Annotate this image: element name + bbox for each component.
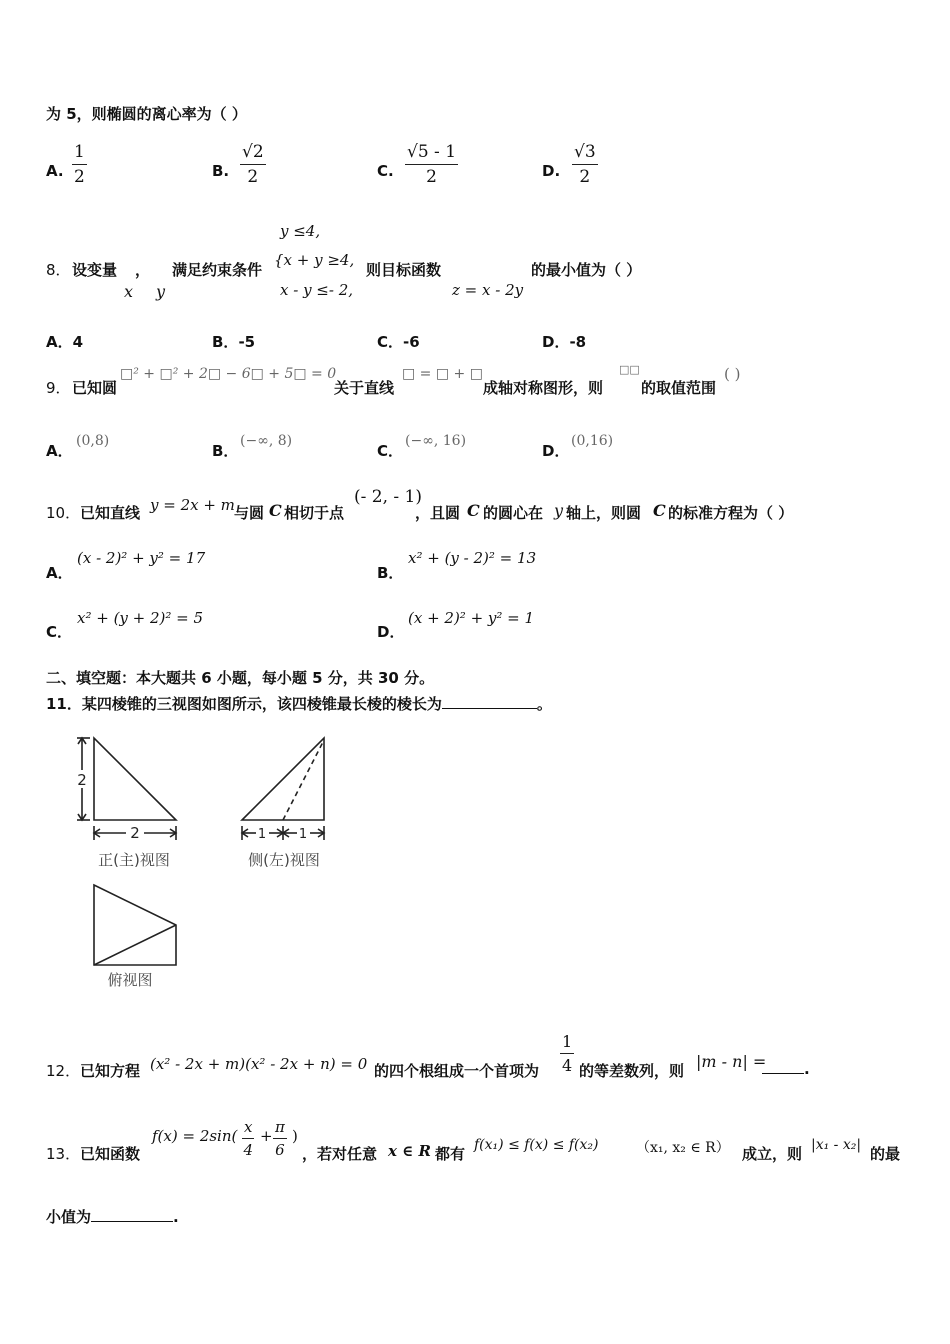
q8-objective: z = x - 2y [452, 281, 524, 299]
q13-plus: + [260, 1127, 273, 1145]
q12-text-2: 的四个根组成一个首项为 [374, 1062, 540, 1080]
side-view-triangle [242, 738, 324, 820]
q10-text-6: 轴上，则圆 [566, 504, 642, 522]
q12-abs-expression: |m - n| = [696, 1052, 767, 1071]
q11-three-view-figure [70, 732, 340, 997]
side-dim-1: 1 [257, 827, 267, 842]
q12-text-1: 已知方程 [80, 1062, 141, 1080]
q12-first-term-fraction: 1 4 [562, 1032, 573, 1075]
q9-option-d-label[interactable]: D． [542, 442, 570, 460]
q8-constraint-1: y ≤4, [280, 222, 321, 240]
q8-text-3: 满足约束条件 [172, 261, 263, 279]
top-view-outline [94, 885, 176, 965]
q9-option-a-value: (0,8) [76, 433, 110, 449]
q8-text-2: ， [135, 261, 151, 279]
q13-frac-x-over-4: x 4 [243, 1118, 253, 1159]
q13-text-5: 的最 [870, 1145, 901, 1163]
q9-paren: ( ) [724, 365, 741, 383]
q13-text-4: 成立，则 [742, 1145, 803, 1163]
q10-option-c-value: x² + (y + 2)² = 5 [77, 609, 204, 627]
q12-number: 12． [46, 1062, 81, 1080]
q8-option-b[interactable]: B．-5 [212, 333, 256, 351]
q10-text-4: ，且圆 [415, 504, 461, 522]
q11-answer-blank[interactable] [442, 708, 537, 709]
q10-option-d-value: (x + 2)² + y² = 1 [408, 609, 535, 627]
q13-number: 13． [46, 1145, 81, 1163]
q9-text-4: 的取值范围 [641, 379, 717, 397]
q9-text-1: 已知圆 [72, 379, 118, 397]
q9-option-c-label[interactable]: C． [377, 442, 404, 460]
q7-option-d-fraction: √3 2 [574, 142, 596, 187]
q7-option-c-label[interactable]: C. [377, 162, 394, 180]
q10-text-7: 的标准方程为（ ） [668, 504, 794, 522]
front-height-dim: 2 [77, 771, 87, 789]
q8-number: 8． [46, 261, 71, 279]
front-view-label: 正(主)视图 [98, 851, 170, 869]
side-view [242, 738, 324, 840]
side-view-label: 侧(左)视图 [248, 851, 320, 869]
section-2-heading: 二、填空题：本大题共 6 小题，每小题 5 分，共 30 分。 [46, 669, 435, 687]
q13-abs-diff: |x₁ - x₂| [811, 1137, 862, 1153]
q13-inequality: f(x₁) ≤ f(x) ≤ f(x₂) [474, 1137, 599, 1153]
q12-answer-blank[interactable] [762, 1073, 804, 1074]
q10-line-equation: y = 2x + m [150, 496, 235, 514]
q10-circle-c-3: C [653, 501, 666, 520]
top-view [94, 885, 176, 965]
q8-option-d[interactable]: D．-8 [542, 333, 587, 351]
q9-circle-equation: □² + □² + 2□ − 6□ + 5□ = 0 [120, 366, 337, 382]
q9-option-b-value: (−∞, 8) [240, 433, 293, 449]
q8-var-x: x [124, 282, 134, 301]
q12-answer: . [762, 1060, 810, 1078]
q7-option-a-label[interactable]: A. [46, 162, 64, 180]
q10-option-a-value: (x - 2)² + y² = 17 [77, 549, 206, 567]
q8-text-1: 设变量 [72, 261, 118, 279]
q9-option-d-value: (0,16) [571, 433, 614, 449]
q13-frac-pi-over-6: π 6 [275, 1118, 285, 1159]
q8-text-5: 的最小值为（ ） [531, 261, 642, 279]
q7-stem: 为 5，则椭圆的离心率为（ ） [46, 105, 247, 123]
q9-option-c-value: (−∞, 16) [405, 433, 467, 449]
q13-x-in-r: x ∈ R [388, 1142, 431, 1160]
q10-text-3: 相切于点 [284, 504, 345, 522]
q13-text-6: 小值为 . [46, 1208, 179, 1226]
q10-number: 10． [46, 504, 81, 522]
q10-option-c-label[interactable]: C． [46, 623, 73, 641]
q13-text-3: 都有 [435, 1145, 466, 1163]
q9-text-3: 成轴对称图形，则 [483, 379, 604, 397]
q12-text-3: 的等差数列，则 [579, 1062, 685, 1080]
q13-answer-blank[interactable] [91, 1221, 173, 1222]
q8-option-c[interactable]: C．-6 [377, 333, 420, 351]
q10-text-1: 已知直线 [80, 504, 141, 522]
top-view-label: 俯视图 [107, 971, 153, 989]
q8-constraint-2: {x + y ≥4, [274, 251, 355, 269]
q8-text-4: 则目标函数 [366, 261, 442, 279]
q13-text-2: ，若对任意 [302, 1145, 378, 1163]
q13-condition: （x₁, x₂ ∈ R） [636, 1140, 730, 1156]
q13-close-paren: ) [292, 1127, 298, 1145]
q8-option-a[interactable]: A．4 [46, 333, 84, 351]
q9-number: 9． [46, 379, 71, 397]
q7-option-c-fraction: √5 - 1 2 [407, 142, 457, 187]
q13-function: f(x) = 2sin( [152, 1127, 238, 1145]
q12-equation: (x² - 2x + m)(x² - 2x + n) = 0 [150, 1055, 368, 1073]
q10-text-5: 的圆心在 [483, 504, 544, 522]
q9-option-a-label[interactable]: A． [46, 442, 73, 460]
q10-option-b-label[interactable]: B． [377, 564, 404, 582]
q10-circle-c-2: C [467, 501, 480, 520]
q9-text-2: 关于直线 [334, 379, 395, 397]
q9-power: □□ [619, 363, 640, 376]
q7-option-b-fraction: √2 2 [242, 142, 264, 187]
q10-circle-c-1: C [269, 501, 282, 520]
q7-option-b-label[interactable]: B. [212, 162, 230, 180]
front-view [77, 738, 176, 840]
q7-option-d-label[interactable]: D. [542, 162, 561, 180]
q8-var-y: y [156, 282, 166, 301]
q7-option-a-fraction: 1 2 [74, 142, 85, 187]
q8-constraint-3: x - y ≤- 2, [280, 281, 354, 299]
front-view-triangle [94, 738, 176, 820]
q10-text-2: 与圆 [234, 504, 265, 522]
q10-y-axis: y [554, 501, 564, 520]
q9-option-b-label[interactable]: B． [212, 442, 239, 460]
front-width-dim: 2 [130, 824, 140, 842]
q9-line-equation: □ = □ + □ [402, 366, 483, 382]
q10-point: (- 2, - 1) [354, 487, 422, 507]
side-dim-2: 1 [298, 827, 308, 842]
q10-option-a-label[interactable]: A． [46, 564, 73, 582]
q10-option-d-label[interactable]: D． [377, 623, 405, 641]
q13-text-1: 已知函数 [80, 1145, 141, 1163]
q11-stem: 11．某四棱锥的三视图如图所示，该四棱锥最长棱的棱长为 。 [46, 695, 552, 713]
q10-option-b-value: x² + (y - 2)² = 13 [408, 549, 537, 567]
